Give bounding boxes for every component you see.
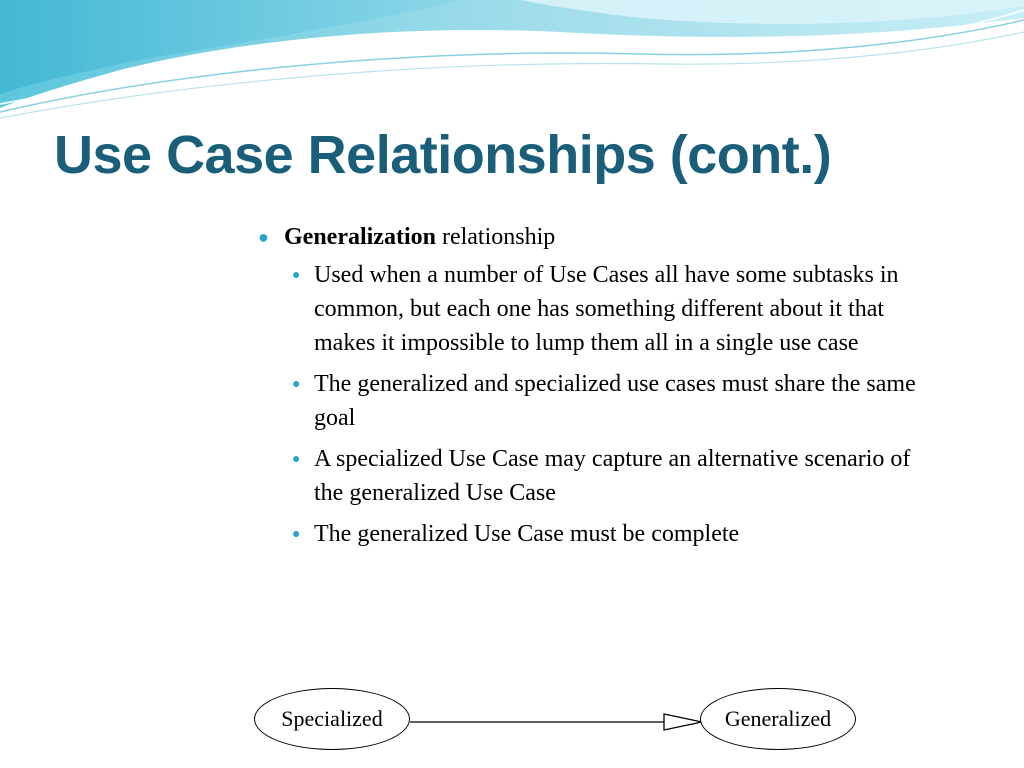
- sub-bullet: [290, 517, 920, 551]
- bullet-icon: ●: [292, 268, 301, 283]
- generalized-label: Generalized: [724, 706, 832, 731]
- sub-bullet-text: A specialized Use Case may capture an alternative scenario of the generalized Use Case: [314, 446, 911, 506]
- sub-bullet: [290, 442, 920, 510]
- bullet-icon: ●: [292, 377, 301, 392]
- sub-bullet: [290, 367, 920, 435]
- sub-bullet-text: The generalized Use Case must be complete: [314, 521, 740, 547]
- hollow-arrowhead-icon: [664, 714, 702, 730]
- bullet-icon: ●: [292, 452, 301, 467]
- specialized-use-case-node: [254, 688, 410, 750]
- decorative-wave-banner: [0, 0, 1024, 130]
- main-bullet: [256, 222, 956, 252]
- generalized-use-case-node: [700, 688, 856, 750]
- sub-bullet: [290, 258, 920, 360]
- main-bullet-bold: Generalization: [284, 224, 436, 250]
- generalization-arrow: [410, 712, 702, 732]
- sub-bullet-list: [290, 258, 920, 551]
- bullet-icon: ●: [258, 227, 269, 247]
- sub-bullet-text: The generalized and specialized use cases must share the same goal: [314, 371, 916, 431]
- slide-content: [256, 222, 956, 558]
- generalization-diagram: [250, 688, 860, 754]
- slide-title: Use Case Relationships (cont.): [54, 125, 832, 185]
- sub-bullet-text: Used when a number of Use Cases all have some subtasks in common, but each one has something different about it that makes it impossible to lump them all in a single use case: [314, 262, 899, 356]
- bullet-icon: ●: [292, 527, 301, 542]
- specialized-label: Specialized: [281, 706, 383, 731]
- main-bullet-text: relationship: [435, 224, 556, 250]
